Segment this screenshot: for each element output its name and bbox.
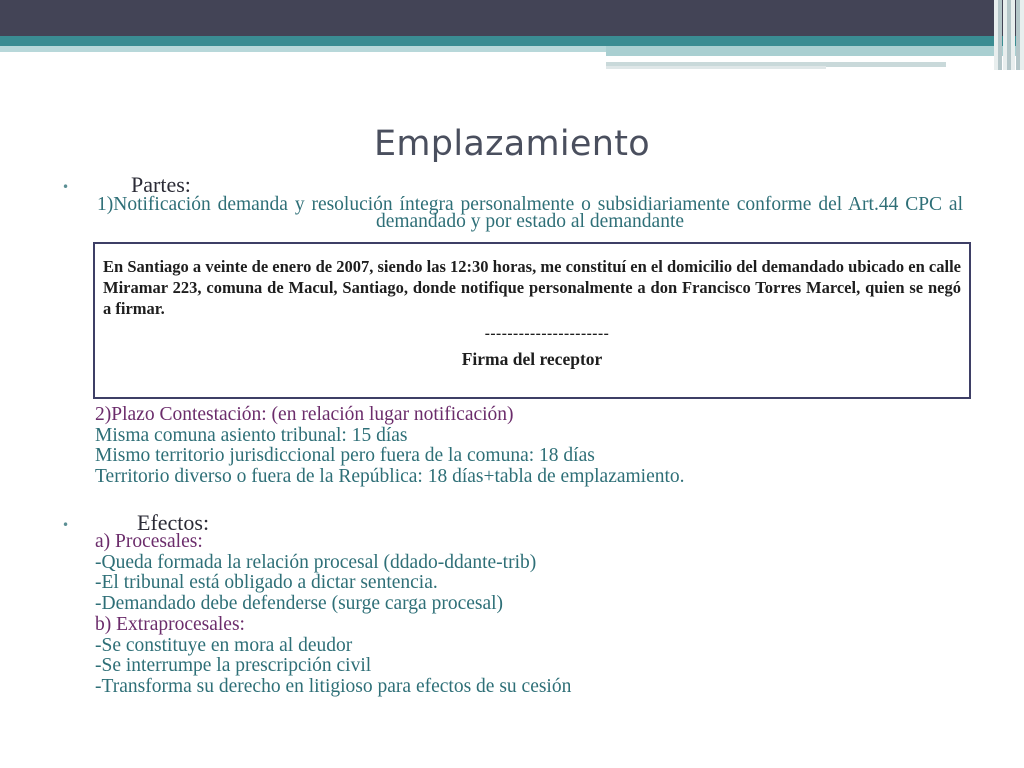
extraprocesales-item: -Se interrumpe la prescripción civil <box>95 655 372 677</box>
header-accent-band <box>0 36 1024 46</box>
partes-heading: Partes: <box>131 172 191 197</box>
efectos-heading: Efectos: <box>137 510 210 535</box>
extraprocesales-item: -Transforma su derecho en litigioso para efectos de su cesión <box>95 675 572 697</box>
slide-title: Emplazamiento <box>374 124 650 164</box>
header-accent-mid <box>606 46 1024 56</box>
efectos-block <box>95 532 995 698</box>
header-accent-light <box>0 46 606 52</box>
header-stripes <box>994 0 1024 70</box>
procesales-title: a) Procesales: <box>95 531 203 552</box>
notice-text: En Santiago a veinte de enero de 2007, siendo las 12:30 horas, me constituí en el domicilio del demandado ubicado en calle Miramar 223, comuna de Macul, Santiago, donde notifique personalmente a don Francisco Torres Marcel, quien se negó a firmar. <box>103 257 961 318</box>
partes-item-notificacion: 1)Notificación demanda y resolución íntegra personalmente o subsidiariamente conforme del Art.44 CPC al demandado y por estado al demandante <box>97 194 963 232</box>
plazo-line: Territorio diverso o fuera de la República: 18 días+tabla de emplazamiento. <box>95 466 685 488</box>
plazo-title: 2)Plazo Contestación: (en relación lugar notificación) <box>95 404 514 425</box>
signature-label: Firma del receptor <box>461 349 603 369</box>
bullet-efectos: • <box>62 518 70 532</box>
plazo-line: Misma comuna asiento tribunal: 15 días <box>95 424 408 446</box>
notice-box <box>93 242 971 399</box>
extraprocesales-title: b) Extraprocesales: <box>95 613 245 635</box>
procesales-item: -Queda formada la relación procesal (ddado-ddante-trib) <box>95 551 537 573</box>
header-bar <box>0 0 1024 36</box>
signature-line: ---------------------- <box>484 325 610 342</box>
header-rule-secondary <box>606 66 826 69</box>
extraprocesales-item: -Se constituye en mora al deudor <box>95 634 353 656</box>
plazo-line: Mismo territorio jurisdiccional pero fuera de la comuna: 18 días <box>95 445 595 467</box>
procesales-item: -El tribunal está obligado a dictar sentencia. <box>95 572 438 594</box>
bullet-partes: • <box>62 180 70 194</box>
plazo-block <box>95 405 995 488</box>
procesales-item: -Demandado debe defenderse (surge carga procesal) <box>95 593 504 615</box>
